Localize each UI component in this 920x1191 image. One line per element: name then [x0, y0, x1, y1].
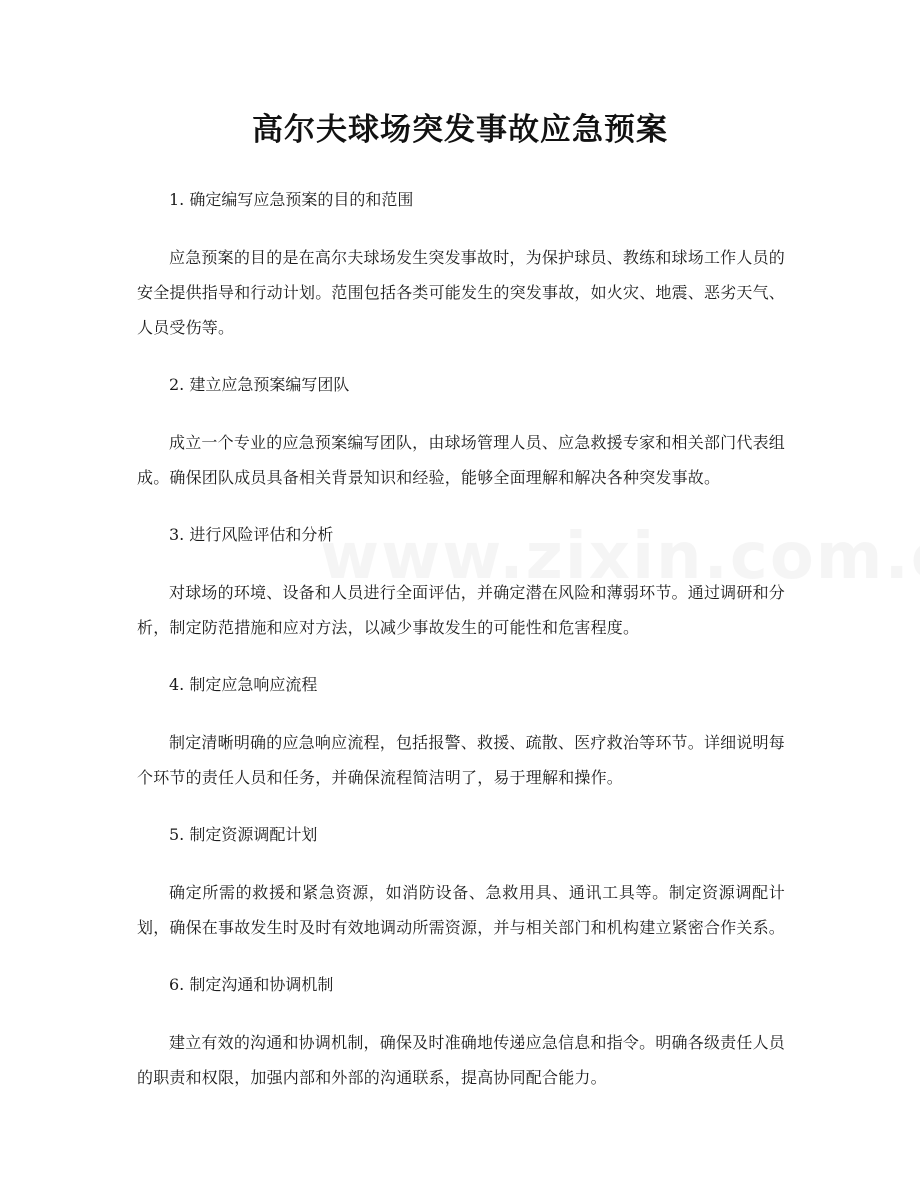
section-body-2: 成立一个专业的应急预案编写团队，由球场管理人员、应急救援专家和相关部门代表组成。确保团队成员具备相关背景知识和经验，能够全面理解和解决各种突发事故。 [137, 433, 785, 487]
section-heading-1: 1. 确定编写应急预案的目的和范围 [169, 190, 414, 209]
section-heading-6: 6. 制定沟通和协调机制 [169, 975, 334, 994]
page-title: 高尔夫球场突发事故应急预案 [252, 112, 668, 148]
section-body-5: 确定所需的救援和紧急资源，如消防设备、急救用具、通讯工具等。制定资源调配计划，确保在事故发生时及时有效地调动所需资源，并与相关部门和机构建立紧密合作关系。 [137, 883, 786, 937]
document-body [137, 186, 785, 1121]
section-heading-5: 5. 制定资源调配计划 [169, 825, 318, 844]
section-body-4: 制定清晰明确的应急响应流程，包括报警、救援、疏散、医疗救治等环节。详细说明每个环节的责任人员和任务，并确保流程简洁明了，易于理解和操作。 [137, 733, 785, 787]
section-heading-2: 2. 建立应急预案编写团队 [169, 375, 350, 394]
section-heading-3: 3. 进行风险评估和分析 [169, 525, 334, 544]
section-body-3: 对球场的环境、设备和人员进行全面评估，并确定潜在风险和薄弱环节。通过调研和分析，制定防范措施和应对方法，以减少事故发生的可能性和危害程度。 [137, 583, 785, 637]
section-heading-4: 4. 制定应急响应流程 [169, 675, 318, 694]
section-body-6: 建立有效的沟通和协调机制，确保及时准确地传递应急信息和指令。明确各级责任人员的职责和权限，加强内部和外部的沟通联系，提高协同配合能力。 [137, 1033, 785, 1087]
section-body-1: 应急预案的目的是在高尔夫球场发生突发事故时，为保护球员、教练和球场工作人员的安全提供指导和行动计划。范围包括各类可能发生的突发事故，如火灾、地震、恶劣天气、人员受伤等。 [137, 248, 786, 337]
